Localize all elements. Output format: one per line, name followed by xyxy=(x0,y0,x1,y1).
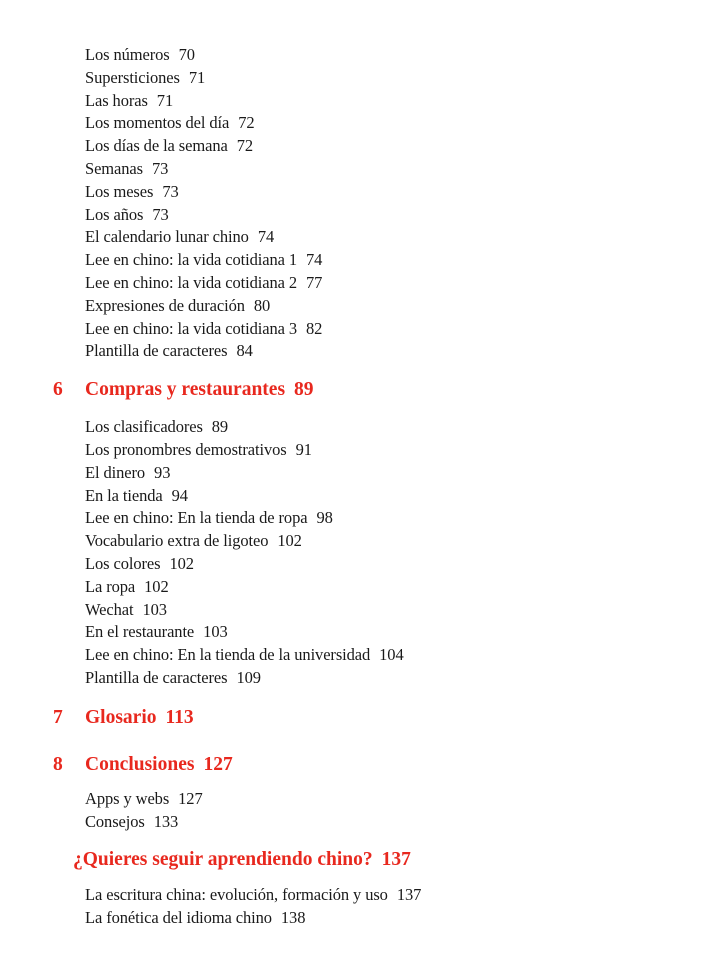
toc-entry-title: Los momentos del día xyxy=(85,113,230,133)
toc-entry-title: Lee en chino: la vida cotidiana 2 xyxy=(85,272,298,292)
chapter-number: 7 xyxy=(53,706,63,728)
toc-entry-page: 72 xyxy=(236,136,253,156)
chapter-heading-7 xyxy=(0,706,720,730)
chapter-heading-8 xyxy=(0,753,720,777)
toc-entry xyxy=(85,318,720,341)
toc-entry-title: Apps y webs xyxy=(85,788,170,808)
toc-entry xyxy=(85,576,720,599)
toc-entry xyxy=(85,462,720,485)
chapter-number: 6 xyxy=(53,379,63,401)
toc-entry-page: 127 xyxy=(178,788,203,808)
toc-entry xyxy=(85,135,720,158)
section-page: 137 xyxy=(381,849,411,871)
toc-entry xyxy=(85,884,720,907)
toc-entry xyxy=(85,295,720,318)
toc-entry-page: 89 xyxy=(211,417,229,437)
toc-entry-title: Lee en chino: la vida cotidiana 1 xyxy=(85,250,298,270)
toc-entry-page: 94 xyxy=(171,485,188,505)
toc-entry xyxy=(85,621,720,644)
chapter-title: Glosario xyxy=(85,706,157,728)
toc-entry xyxy=(85,599,720,622)
toc-entry xyxy=(85,249,720,272)
toc-entry-page: 98 xyxy=(316,508,333,528)
toc-entry-page: 102 xyxy=(169,553,194,573)
toc-entry xyxy=(85,667,720,690)
toc-entry-title: Los clasificadores xyxy=(85,417,203,437)
toc-entry-title: El calendario lunar chino xyxy=(85,227,249,247)
toc-entry-title: Supersticiones xyxy=(85,67,180,87)
toc-entry-title: Lee en chino: En la tienda de la universidad xyxy=(85,645,371,665)
toc-entry-page: 77 xyxy=(306,272,323,292)
table-of-contents xyxy=(0,44,720,930)
toc-entry-page: 102 xyxy=(144,576,169,596)
toc-entry-page: 74 xyxy=(257,227,275,247)
toc-entry-title: Consejos xyxy=(85,811,145,831)
toc-section-entries xyxy=(0,884,720,930)
toc-entry-title: En la tienda xyxy=(85,485,163,505)
toc-entry-title: Los números xyxy=(85,45,170,64)
toc-entry-title: Los años xyxy=(85,204,144,224)
toc-entry xyxy=(85,67,720,90)
toc-entry-page: 82 xyxy=(306,318,323,338)
chapter-page: 89 xyxy=(294,379,314,401)
toc-entry-title: La ropa xyxy=(85,576,136,596)
toc-entry xyxy=(85,507,720,530)
toc-entry xyxy=(85,44,720,67)
toc-entry-page: 133 xyxy=(153,811,179,831)
toc-section-entries xyxy=(0,788,720,834)
toc-entry-title: Las horas xyxy=(85,90,148,110)
toc-entry-page: 103 xyxy=(203,622,228,642)
toc-entry xyxy=(85,340,720,363)
toc-entry-title: El dinero xyxy=(85,462,146,482)
toc-entry-page: 70 xyxy=(178,45,195,64)
toc-entry-page: 80 xyxy=(253,295,271,315)
toc-entry-title: Lee en chino: En la tienda de ropa xyxy=(85,508,308,528)
toc-entry xyxy=(85,907,720,930)
chapter-title: Conclusiones xyxy=(85,753,195,775)
chapter-page: 127 xyxy=(203,753,233,775)
toc-entry-title: Vocabulario extra de ligoteo xyxy=(85,531,269,551)
toc-entry-page: 73 xyxy=(152,204,169,224)
toc-entry xyxy=(85,485,720,508)
toc-entry-page: 109 xyxy=(236,667,261,687)
toc-entry xyxy=(85,112,720,135)
toc-entry-page: 93 xyxy=(154,462,171,482)
toc-entry-page: 138 xyxy=(280,908,306,928)
toc-entry xyxy=(85,181,720,204)
chapter-number: 8 xyxy=(53,753,63,775)
toc-section-entries xyxy=(0,44,720,363)
toc-entry-page: 74 xyxy=(306,250,323,270)
toc-entry-page: 71 xyxy=(156,90,174,110)
toc-entry-title: Expresiones de duración xyxy=(85,295,245,315)
toc-entry xyxy=(85,416,720,439)
toc-entry-title: Los días de la semana xyxy=(85,136,228,156)
toc-entry xyxy=(85,439,720,462)
chapter-heading-6 xyxy=(0,378,720,402)
toc-section-entries xyxy=(0,416,720,690)
toc-entry-title: Los pronombres demostrativos xyxy=(85,439,287,459)
toc-entry-title: La escritura china: evolución, formación y uso xyxy=(85,885,388,905)
toc-entry xyxy=(85,811,720,834)
toc-entry-title: Los meses xyxy=(85,181,154,201)
toc-entry-page: 91 xyxy=(295,439,312,459)
chapter-page: 113 xyxy=(165,706,194,728)
toc-entry xyxy=(85,272,720,295)
toc-entry-page: 72 xyxy=(238,113,255,133)
toc-entry-title: Plantilla de caracteres xyxy=(85,341,228,361)
toc-entry xyxy=(85,553,720,576)
toc-entry-page: 103 xyxy=(142,599,167,619)
section-title: ¿Quieres seguir aprendiendo chino? xyxy=(73,849,373,871)
toc-entry-title: En el restaurante xyxy=(85,622,195,642)
toc-entry-page: 71 xyxy=(188,67,206,87)
toc-entry-title: Semanas xyxy=(85,158,143,178)
toc-entry-page: 102 xyxy=(277,531,302,551)
toc-entry-title: Los colores xyxy=(85,553,161,573)
toc-entry-title: Lee en chino: la vida cotidiana 3 xyxy=(85,318,298,338)
toc-entry-page: 137 xyxy=(396,885,422,905)
toc-entry-page: 84 xyxy=(236,341,253,361)
toc-entry xyxy=(85,788,720,811)
toc-entry-page: 73 xyxy=(162,181,179,201)
section-heading-quieres-seguir xyxy=(73,848,720,872)
toc-entry xyxy=(85,226,720,249)
toc-entry-title: Plantilla de caracteres xyxy=(85,667,228,687)
toc-entry xyxy=(85,204,720,227)
toc-entry xyxy=(85,644,720,667)
chapter-title: Compras y restaurantes xyxy=(85,379,286,401)
toc-entry xyxy=(85,530,720,553)
toc-entry xyxy=(85,158,720,181)
toc-entry-title: Wechat xyxy=(85,599,134,619)
toc-entry-page: 104 xyxy=(379,645,404,665)
toc-entry xyxy=(85,90,720,113)
toc-entry-page: 73 xyxy=(151,158,169,178)
toc-entry-title: La fonética del idioma chino xyxy=(85,908,272,928)
